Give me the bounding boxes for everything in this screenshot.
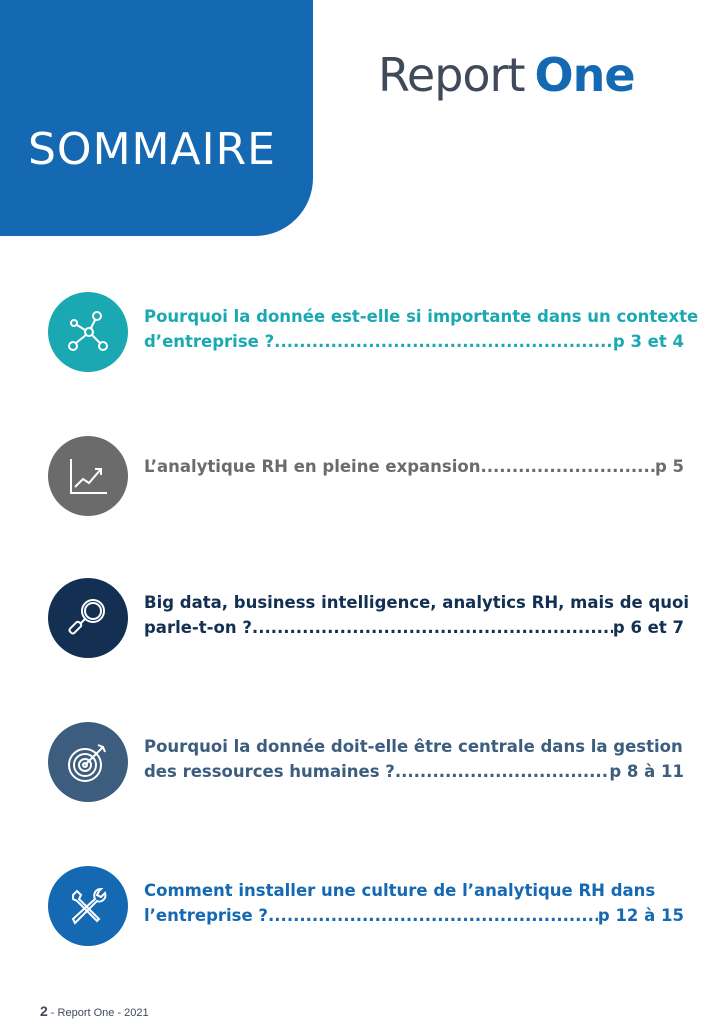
page-number: 2 [40, 1003, 48, 1019]
toc-page-ref: p 3 et 4 [612, 332, 684, 351]
toc-entry-text [144, 304, 699, 354]
toc-entry-title: Comment installer une culture de l’analytique RH dans [144, 881, 656, 900]
toc-page-ref: p 12 à 15 [597, 906, 684, 925]
toc-entry-title: Pourquoi la donnée doit-elle être centrale dans la gestion [144, 737, 683, 756]
toc-page-ref: p 6 et 7 [612, 618, 684, 637]
page-footer [40, 1003, 149, 1019]
toc-leader-dots [395, 759, 610, 784]
toc-entry-title: Big data, business intelligence, analytics RH, mais de quoi [144, 593, 689, 612]
toc-item-hr-analytics-culture[interactable] [48, 866, 688, 952]
logo-badge-text: One [534, 48, 635, 102]
toc-entry-text [144, 734, 684, 784]
toc-entry-title: Pourquoi la donnée est-elle si importante dans un contexte [144, 307, 699, 326]
toc-page-ref: p 5 [654, 457, 684, 476]
toc-entry-title-cont: d’entreprise ? [144, 332, 275, 351]
header-banner [0, 0, 313, 236]
logo-badge [535, 48, 635, 102]
toc-leader-dots [480, 454, 654, 479]
page-title: SOMMAIRE [28, 124, 276, 175]
toc-entry-title-cont: des ressources humaines ? [144, 762, 395, 781]
toc-entry-text [144, 878, 684, 928]
footer-text: - Report One - 2021 [50, 1007, 149, 1019]
trend-chart-icon [48, 436, 128, 516]
toc-leader-dots [274, 329, 613, 354]
toc-entry-title-cont: l’entreprise ? [144, 906, 269, 925]
toc-item-data-central-hr[interactable] [48, 722, 688, 808]
magnifier-icon [48, 578, 128, 658]
toc-item-hr-analytics-expansion[interactable] [48, 436, 688, 522]
toc-leader-dots [252, 615, 613, 640]
toc-entry-text [144, 454, 684, 479]
toc-entry-title-cont: parle-t-on ? [144, 618, 252, 637]
network-nodes-icon [48, 292, 128, 372]
target-icon [48, 722, 128, 802]
toc-entry-title: L’analytique RH en pleine expansion [144, 457, 481, 476]
toc-page-ref: p 8 à 11 [609, 762, 684, 781]
tools-icon [48, 866, 128, 946]
report-one-logo [378, 40, 688, 110]
logo-text: Report [378, 48, 525, 102]
toc-item-data-importance[interactable] [48, 292, 699, 378]
toc-entry-text [144, 590, 689, 640]
toc-item-big-data[interactable] [48, 578, 688, 664]
toc-leader-dots [268, 903, 598, 928]
